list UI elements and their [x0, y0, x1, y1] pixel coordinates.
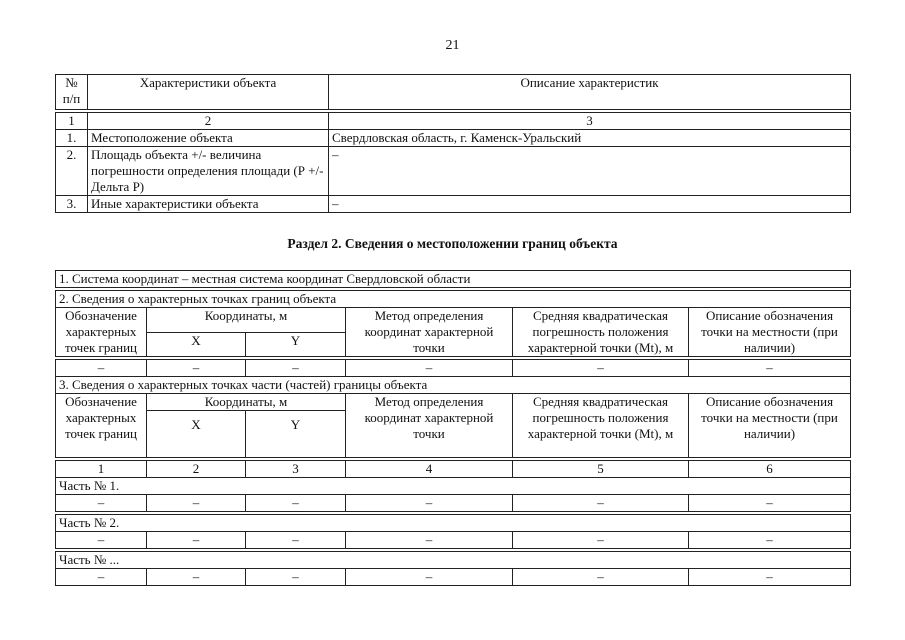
header-description: Описание характеристик	[329, 75, 851, 110]
header-coords: Координаты, м	[147, 308, 346, 333]
header-designation: Обозначение характерных точек границ	[56, 308, 147, 357]
dash-cell: –	[56, 360, 147, 377]
col-number: 3	[246, 461, 346, 478]
dash-cell: –	[346, 532, 513, 549]
points-header-row	[56, 308, 851, 333]
table-row	[56, 130, 851, 147]
dash-cell: –	[689, 360, 851, 377]
col-number: 6	[689, 461, 851, 478]
dash-cell: –	[689, 495, 851, 512]
part-label-row: Часть № 1.	[56, 478, 851, 495]
row-desc: –	[329, 147, 851, 196]
header-point-description: Описание обозначения точки на местности (при наличии)	[689, 394, 851, 458]
dash-cell: –	[513, 360, 689, 377]
header-y: Y	[246, 332, 346, 357]
dash-cell: –	[147, 569, 246, 586]
dash-cell: –	[56, 569, 147, 586]
coord-system-row: 1. Система координат – местная система координат Свердловской области	[56, 271, 851, 288]
col-number: 5	[513, 461, 689, 478]
header-characteristics: Характеристики объекта	[88, 75, 329, 110]
row-name: Иные характеристики объекта	[88, 196, 329, 213]
dash-cell: –	[346, 569, 513, 586]
col-number: 3	[329, 113, 851, 130]
table1-col-numbers-row	[56, 113, 851, 130]
section-title: Раздел 2. Сведения о местоположении границ объекта	[287, 236, 618, 251]
dash-cell: –	[56, 495, 147, 512]
table-row	[56, 360, 851, 377]
row-num: 3.	[56, 196, 88, 213]
dash-cell: –	[689, 532, 851, 549]
header-coords: Координаты, м	[147, 394, 346, 411]
dash-cell: –	[513, 495, 689, 512]
col-number: 4	[346, 461, 513, 478]
dash-cell: –	[246, 495, 346, 512]
header-method: Метод определения координат характерной точки	[346, 308, 513, 357]
dash-cell: –	[246, 532, 346, 549]
dash-cell: –	[147, 495, 246, 512]
dash-cell: –	[246, 360, 346, 377]
dash-cell: –	[513, 532, 689, 549]
part-label-row: Часть № ...	[56, 552, 851, 569]
dash-cell: –	[346, 360, 513, 377]
part-label-row: Часть № 2.	[56, 515, 851, 532]
col-number: 2	[88, 113, 329, 130]
dash-cell: –	[147, 360, 246, 377]
dash-cell: –	[346, 495, 513, 512]
dash-cell: –	[689, 569, 851, 586]
row-num: 2.	[56, 147, 88, 196]
object-characteristics-table	[55, 74, 851, 213]
part-points-header-row	[56, 394, 851, 411]
row-name: Местоположение объекта	[88, 130, 329, 147]
table2-col-numbers-row	[56, 461, 851, 478]
table-row	[56, 196, 851, 213]
header-y: Y	[246, 411, 346, 458]
boundary-points-table	[55, 270, 851, 586]
header-x: X	[147, 332, 246, 357]
part-points-title-row: 3. Сведения о характерных точках части (частей) границы объекта	[56, 377, 851, 394]
row-num: 1.	[56, 130, 88, 147]
table1-header-row	[56, 75, 851, 110]
dash-cell: –	[246, 569, 346, 586]
header-error: Средняя квадратическая погрешность положения характерной точки (Mt), м	[513, 308, 689, 357]
col-number: 1	[56, 461, 147, 478]
header-x: X	[147, 411, 246, 458]
table-row	[56, 495, 851, 512]
header-error: Средняя квадратическая погрешность положения характерной точки (Mt), м	[513, 394, 689, 458]
table-row	[56, 569, 851, 586]
dash-cell: –	[513, 569, 689, 586]
table-row	[56, 147, 851, 196]
header-designation: Обозначение характерных точек границ	[56, 394, 147, 458]
header-method: Метод определения координат характерной точки	[346, 394, 513, 458]
col-number: 2	[147, 461, 246, 478]
row-desc: Свердловская область, г. Каменск-Уральский	[329, 130, 851, 147]
row-desc: –	[329, 196, 851, 213]
dash-cell: –	[147, 532, 246, 549]
row-name: Площадь объекта +/- величина погрешности определения площади (Р +/- Дельта Р)	[88, 147, 329, 196]
dash-cell: –	[56, 532, 147, 549]
header-num: № п/п	[56, 75, 88, 110]
col-number: 1	[56, 113, 88, 130]
table-row	[56, 532, 851, 549]
points-title-row: 2. Сведения о характерных точках границ объекта	[56, 291, 851, 308]
page-number: 21	[445, 38, 460, 53]
header-point-description: Описание обозначения точки на местности (при наличии)	[689, 308, 851, 357]
